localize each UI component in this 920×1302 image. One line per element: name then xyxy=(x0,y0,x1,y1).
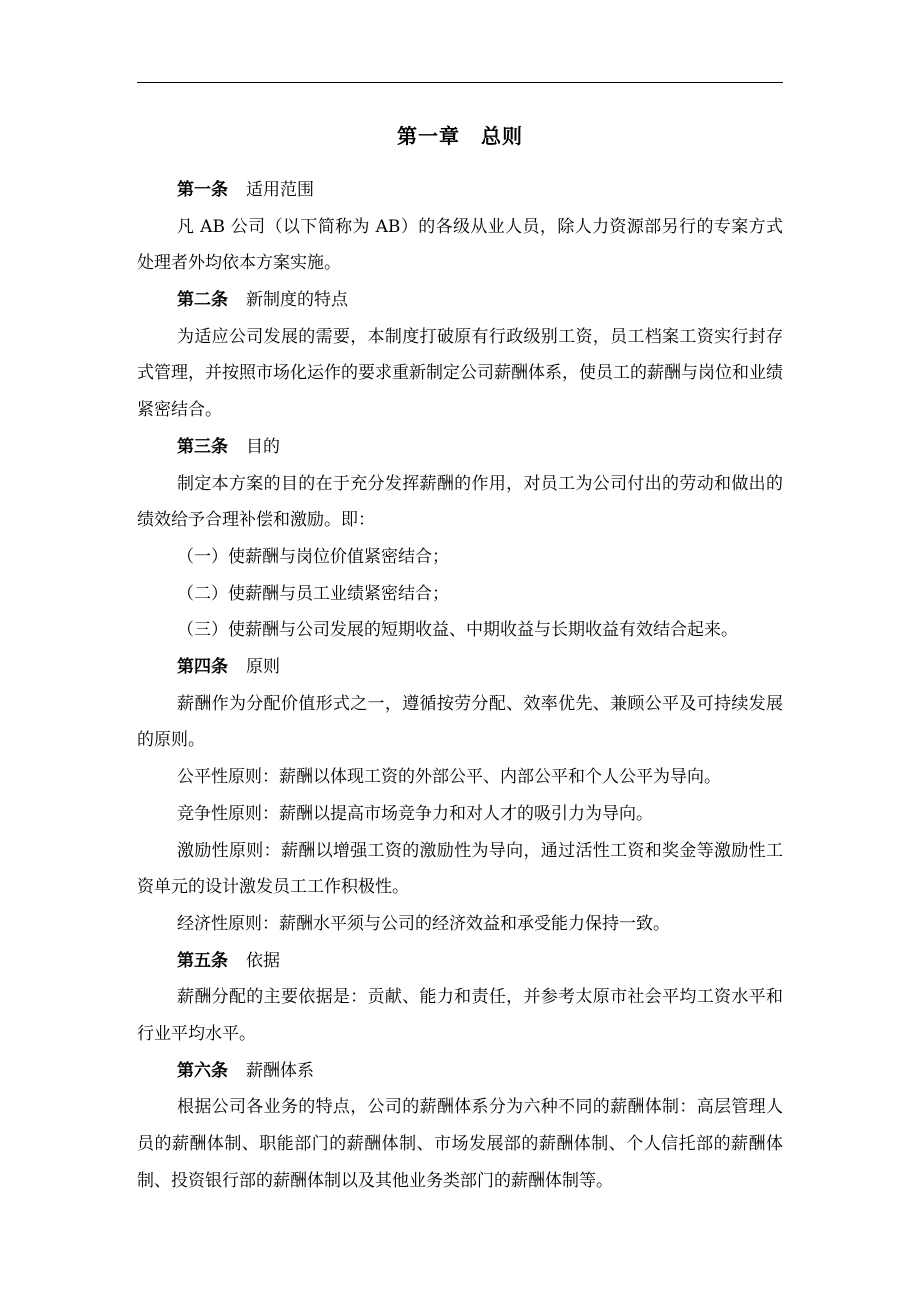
section-title: 原则 xyxy=(246,657,280,678)
section-title: 薪酬体系 xyxy=(246,1060,314,1081)
section-number: 第六条 xyxy=(177,1060,228,1081)
section-heading xyxy=(137,649,783,686)
paragraph: 薪酬作为分配价值形式之一，遵循按劳分配、效率优先、兼顾公平及可持续发展的原则。 xyxy=(137,693,783,751)
paragraph: 薪酬分配的主要依据是：贡献、能力和责任，并参考太原市社会平均工资水平和行业平均水平。 xyxy=(137,987,783,1045)
section-title: 目的 xyxy=(246,436,280,457)
paragraph: 竞争性原则：薪酬以提高市场竞争力和对人才的吸引力为导向。 xyxy=(177,803,653,824)
section-heading xyxy=(137,1053,783,1090)
list-item: （三）使薪酬与公司发展的短期收益、中期收益与长期收益有效结合起来。 xyxy=(177,620,738,641)
paragraph: 根据公司各业务的特点，公司的薪酬体系分为六种不同的薪酬体制：高层管理人员的薪酬体制、职能部门的薪酬体制、市场发展部的薪酬体制、个人信托部的薪酬体制、投资银行部的薪酬体制以及其他业务类部门的薪酬体制等。 xyxy=(137,1097,783,1191)
section-title: 依据 xyxy=(246,950,280,971)
list-item: （一）使薪酬与岗位价值紧密结合； xyxy=(177,546,449,567)
document-body xyxy=(137,172,783,1200)
list-item: （二）使薪酬与员工业绩紧密结合； xyxy=(177,583,449,604)
paragraph: 激励性原则：薪酬以增强工资的激励性为导向，通过活性工资和奖金等激励性工资单元的设计激发员工工作积极性。 xyxy=(137,840,783,898)
paragraph: 公平性原则：薪酬以体现工资的外部公平、内部公平和个人公平为导向。 xyxy=(177,767,721,788)
section-number: 第二条 xyxy=(177,290,228,311)
section-heading xyxy=(137,172,783,209)
chapter-title: 第一章 总则 xyxy=(397,124,523,148)
header-rule xyxy=(137,82,783,83)
section-number: 第三条 xyxy=(177,436,228,457)
section-number: 第四条 xyxy=(177,657,228,678)
paragraph: 为适应公司发展的需要，本制度打破原有行政级别工资，员工档案工资实行封存式管理，并按照市场化运作的要求重新制定公司薪酬体系，使员工的薪酬与岗位和业绩紧密结合。 xyxy=(137,326,783,421)
section-heading xyxy=(137,282,783,319)
section-number: 第五条 xyxy=(177,950,228,971)
section-heading xyxy=(137,943,783,980)
section-title: 新制度的特点 xyxy=(246,290,348,311)
section-heading xyxy=(137,429,783,466)
paragraph: 制定本方案的目的在于充分发挥薪酬的作用，对员工为公司付出的劳动和做出的绩效给予合理补偿和激励。即： xyxy=(137,473,783,531)
paragraph: 经济性原则：薪酬水平须与公司的经济效益和承受能力保持一致。 xyxy=(177,913,670,934)
paragraph: 凡 AB 公司（以下简称为 AB）的各级从业人员，除人力资源部另行的专案方式处理者外均依本方案实施。 xyxy=(137,216,783,274)
section-title: 适用范围 xyxy=(246,180,314,200)
section-number: 第一条 xyxy=(177,180,228,200)
